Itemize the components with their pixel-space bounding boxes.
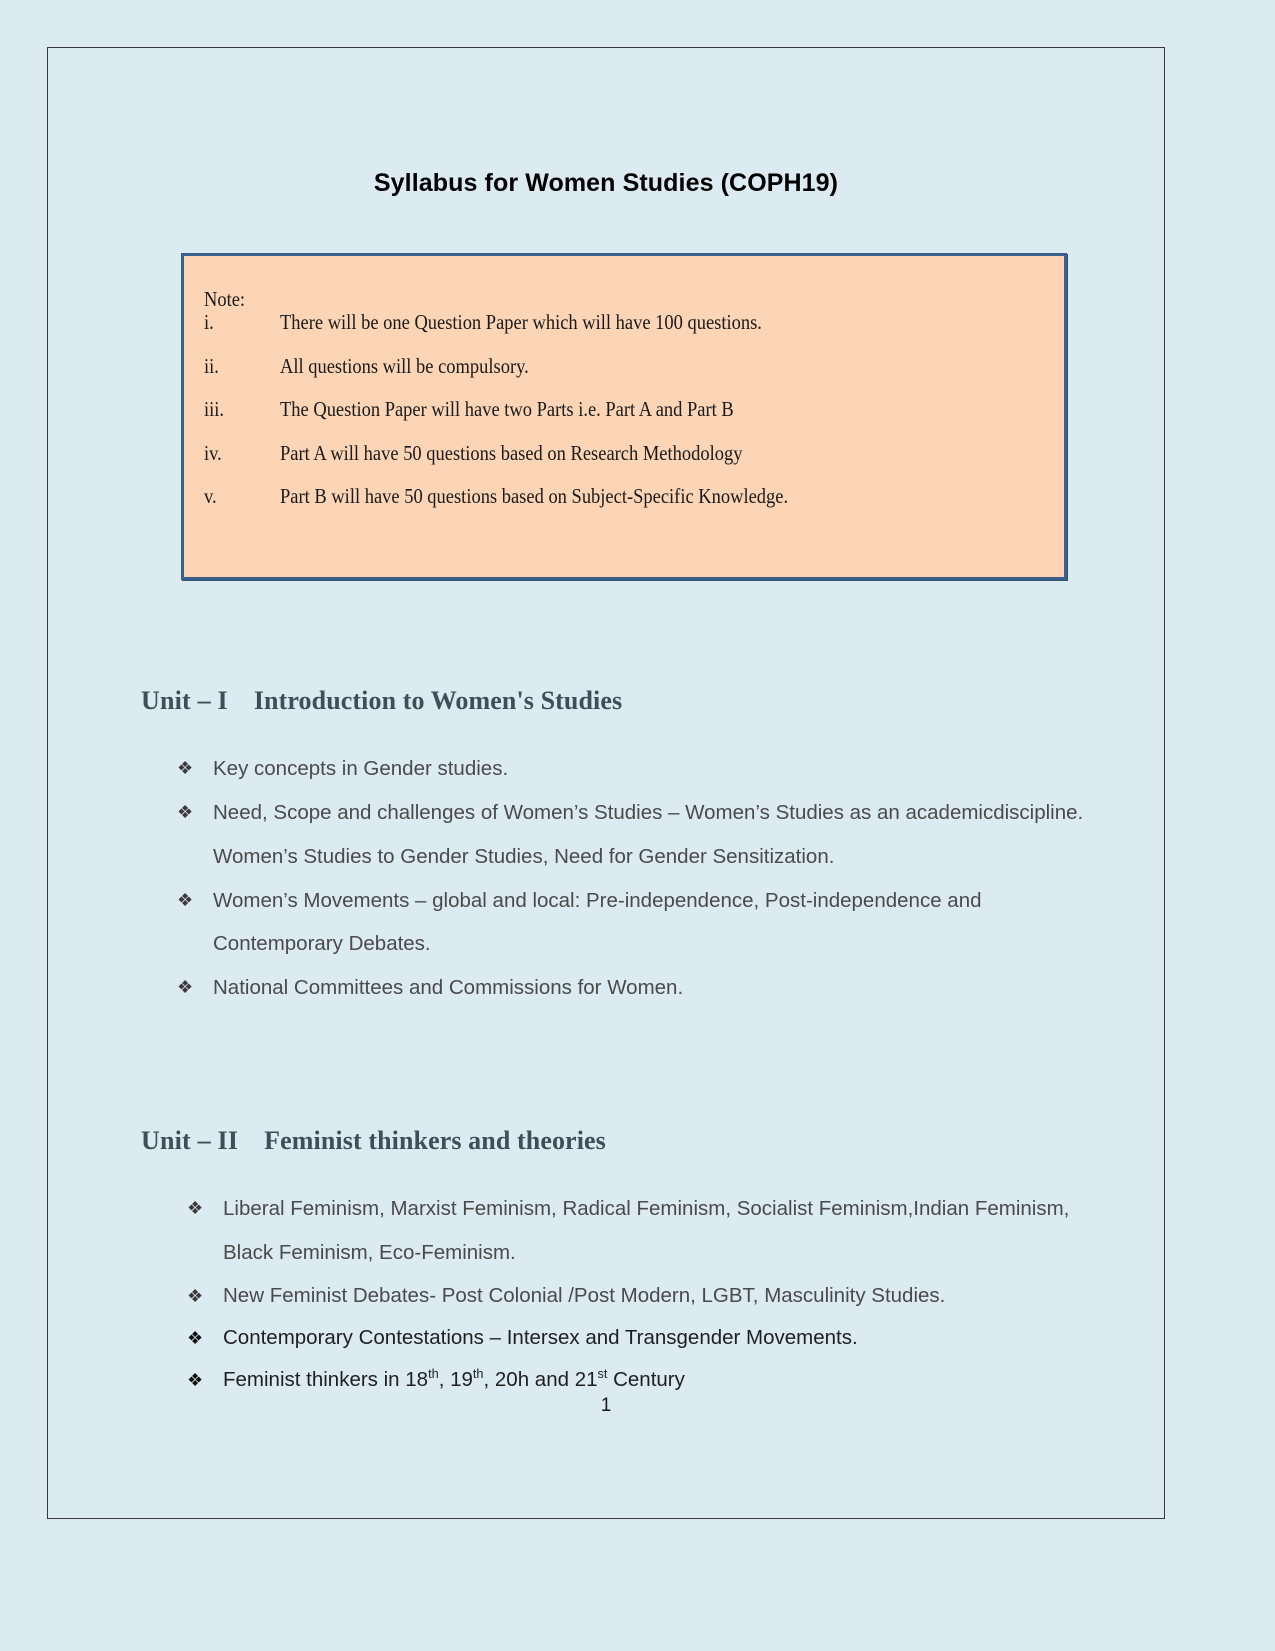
list-item bbox=[187, 1317, 1117, 1359]
diamond-bullet-icon: ❖ bbox=[177, 801, 194, 822]
century-sup-th-1: th bbox=[428, 1366, 439, 1382]
note-item-text: Part A will have 50 questions based on Research Methodology bbox=[280, 440, 743, 465]
unit-1-bullet-list bbox=[177, 747, 1107, 1010]
note-item bbox=[204, 355, 1054, 379]
note-item-number: iii. bbox=[204, 397, 225, 422]
note-item-text: All questions will be compulsory. bbox=[280, 353, 529, 378]
century-part-c: , 20h and 21 bbox=[483, 1368, 598, 1392]
unit-1-title: Introduction to Women's Studies bbox=[253, 686, 623, 715]
list-item-text: New Feminist Debates- Post Colonial /Post Modern, LGBT, Masculinity Studies. bbox=[223, 1283, 946, 1307]
note-box bbox=[181, 253, 1067, 580]
list-item bbox=[177, 966, 1107, 1010]
unit-1-heading bbox=[141, 686, 622, 716]
note-item-list bbox=[204, 311, 1054, 509]
unit-2-label: Unit – II bbox=[141, 1126, 239, 1155]
note-item-number: i. bbox=[204, 310, 214, 335]
list-item-text: Liberal Feminism, Marxist Feminism, Radical Feminism, Socialist Feminism,Indian Feminism, Black Feminism, Eco-Feminism. bbox=[223, 1197, 1070, 1264]
list-item-text: Need, Scope and challenges of Women’s Studies – Women’s Studies as an academicdiscipline. Women’s Studies to Gender Studies, Need for Gender Sensitization. bbox=[213, 800, 1084, 868]
diamond-bullet-icon: ❖ bbox=[187, 1285, 204, 1306]
unit-2-bullet-list bbox=[187, 1187, 1117, 1402]
list-item bbox=[187, 1187, 1117, 1275]
list-item-text: Contemporary Contestations – Intersex and Transgender Movements. bbox=[223, 1326, 858, 1350]
century-sup-th-2: th bbox=[472, 1366, 484, 1382]
diamond-bullet-icon: ❖ bbox=[187, 1198, 204, 1218]
diamond-bullet-icon: ❖ bbox=[187, 1328, 204, 1349]
note-label: Note: bbox=[204, 287, 246, 311]
unit-1-label: Unit – I bbox=[141, 686, 228, 715]
list-item-text: Key concepts in Gender studies. bbox=[213, 757, 509, 780]
page-number: 1 bbox=[600, 1395, 612, 1416]
note-item-text: There will be one Question Paper which will have 100 questions. bbox=[280, 310, 762, 335]
page-title: Syllabus for Women Studies (COPH19) bbox=[373, 169, 839, 197]
note-item-text: The Question Paper will have two Parts i.e. Part A and Part B bbox=[280, 397, 734, 422]
note-item bbox=[204, 485, 1054, 509]
list-item bbox=[187, 1275, 1117, 1317]
diamond-bullet-icon: ❖ bbox=[177, 889, 194, 910]
unit-2-heading bbox=[141, 1126, 606, 1156]
list-item bbox=[177, 747, 1107, 791]
diamond-bullet-icon: ❖ bbox=[177, 758, 194, 778]
list-item-text: Women’s Movements – global and local: Pre-independence, Post-independence and Contemporary Debates. bbox=[213, 888, 982, 956]
note-box-inner bbox=[204, 288, 1054, 529]
page-content bbox=[47, 47, 1165, 1519]
note-item-number: ii. bbox=[204, 353, 219, 378]
century-part-a: Feminist thinkers in 18 bbox=[223, 1368, 429, 1392]
list-item bbox=[177, 791, 1107, 879]
diamond-bullet-icon: ❖ bbox=[187, 1370, 204, 1391]
list-item-text: National Committees and Commissions for Women. bbox=[213, 976, 684, 1000]
note-item-number: v. bbox=[204, 484, 217, 509]
note-item-text: Part B will have 50 questions based on Subject-Specific Knowledge. bbox=[280, 484, 789, 509]
note-item bbox=[204, 311, 1054, 335]
note-item-number: iv. bbox=[204, 440, 222, 465]
note-item bbox=[204, 442, 1054, 466]
list-item bbox=[177, 879, 1107, 967]
century-sup-st: st bbox=[597, 1366, 608, 1382]
unit-2-title: Feminist thinkers and theories bbox=[264, 1126, 606, 1155]
century-part-b: , 19 bbox=[438, 1368, 473, 1392]
note-item bbox=[204, 398, 1054, 422]
diamond-bullet-icon: ❖ bbox=[177, 977, 194, 998]
century-part-d: Century bbox=[607, 1368, 685, 1392]
